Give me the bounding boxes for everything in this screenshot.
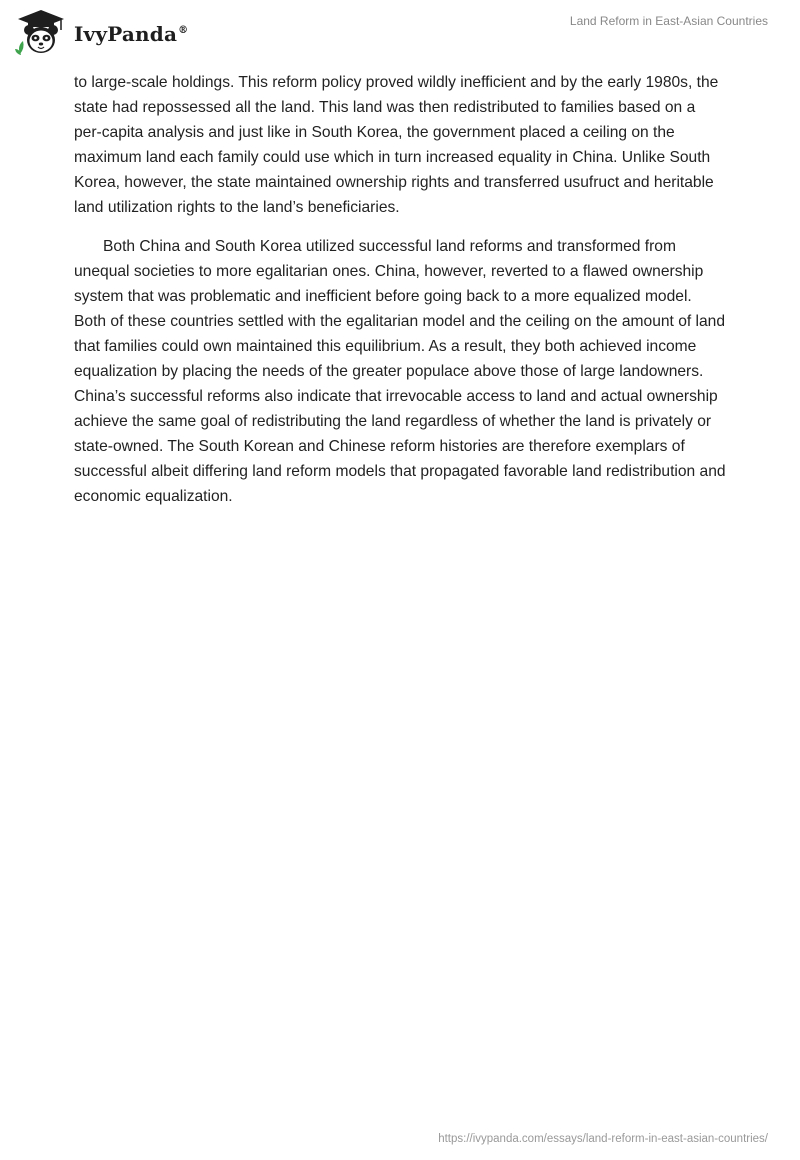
brand-name	[74, 22, 188, 46]
essay-body	[74, 71, 726, 524]
ivypanda-logo[interactable]	[14, 8, 188, 58]
paragraph-2: Both China and South Korea utilized successful land reforms and transformed from unequal societies to more egalitarian ones. China, however, reverted to a flawed ownership system that was problematic and inefficient before going back to a more equalized model. Both of these countries settled with the egalitarian model and the ceiling on the amount of land that families could own maintained this equilibrium. As a result, they both achieved income equalization by placing the needs of the greater populace above those of large landowners. China’s successful reforms also indicate that irrevocable access to land and actual ownership achieve the same goal of redistributing the land regardless of whether the land is privately or state-owned. The South Korean and Chinese reform histories are therefore exemplars of successful albeit differing land reform models that propagated favorable land redistribution and economic equalization.	[74, 238, 726, 505]
page-header	[0, 0, 800, 60]
brand-label: IvyPanda	[74, 22, 178, 46]
panda-graduate-icon	[14, 8, 68, 58]
registered-mark: ®	[178, 25, 189, 37]
source-url-link[interactable]: https://ivypanda.com/essays/land-reform-in-east-asian-countries/	[438, 1133, 768, 1145]
document-title: Land Reform in East-Asian Countries	[569, 14, 768, 28]
paragraph-1: to large-scale holdings. This reform policy proved wildly inefficient and by the early 1980s, the state had repossessed all the land. This land was then redistributed to families based on a per-capita analysis and just like in South Korea, the government placed a ceiling on the maximum land each family could use which in turn increased equality in China. Unlike South Korea, however, the state maintained ownership rights and transferred usufruct and heritable land utilization rights to the land’s beneficiaries.	[74, 74, 719, 216]
